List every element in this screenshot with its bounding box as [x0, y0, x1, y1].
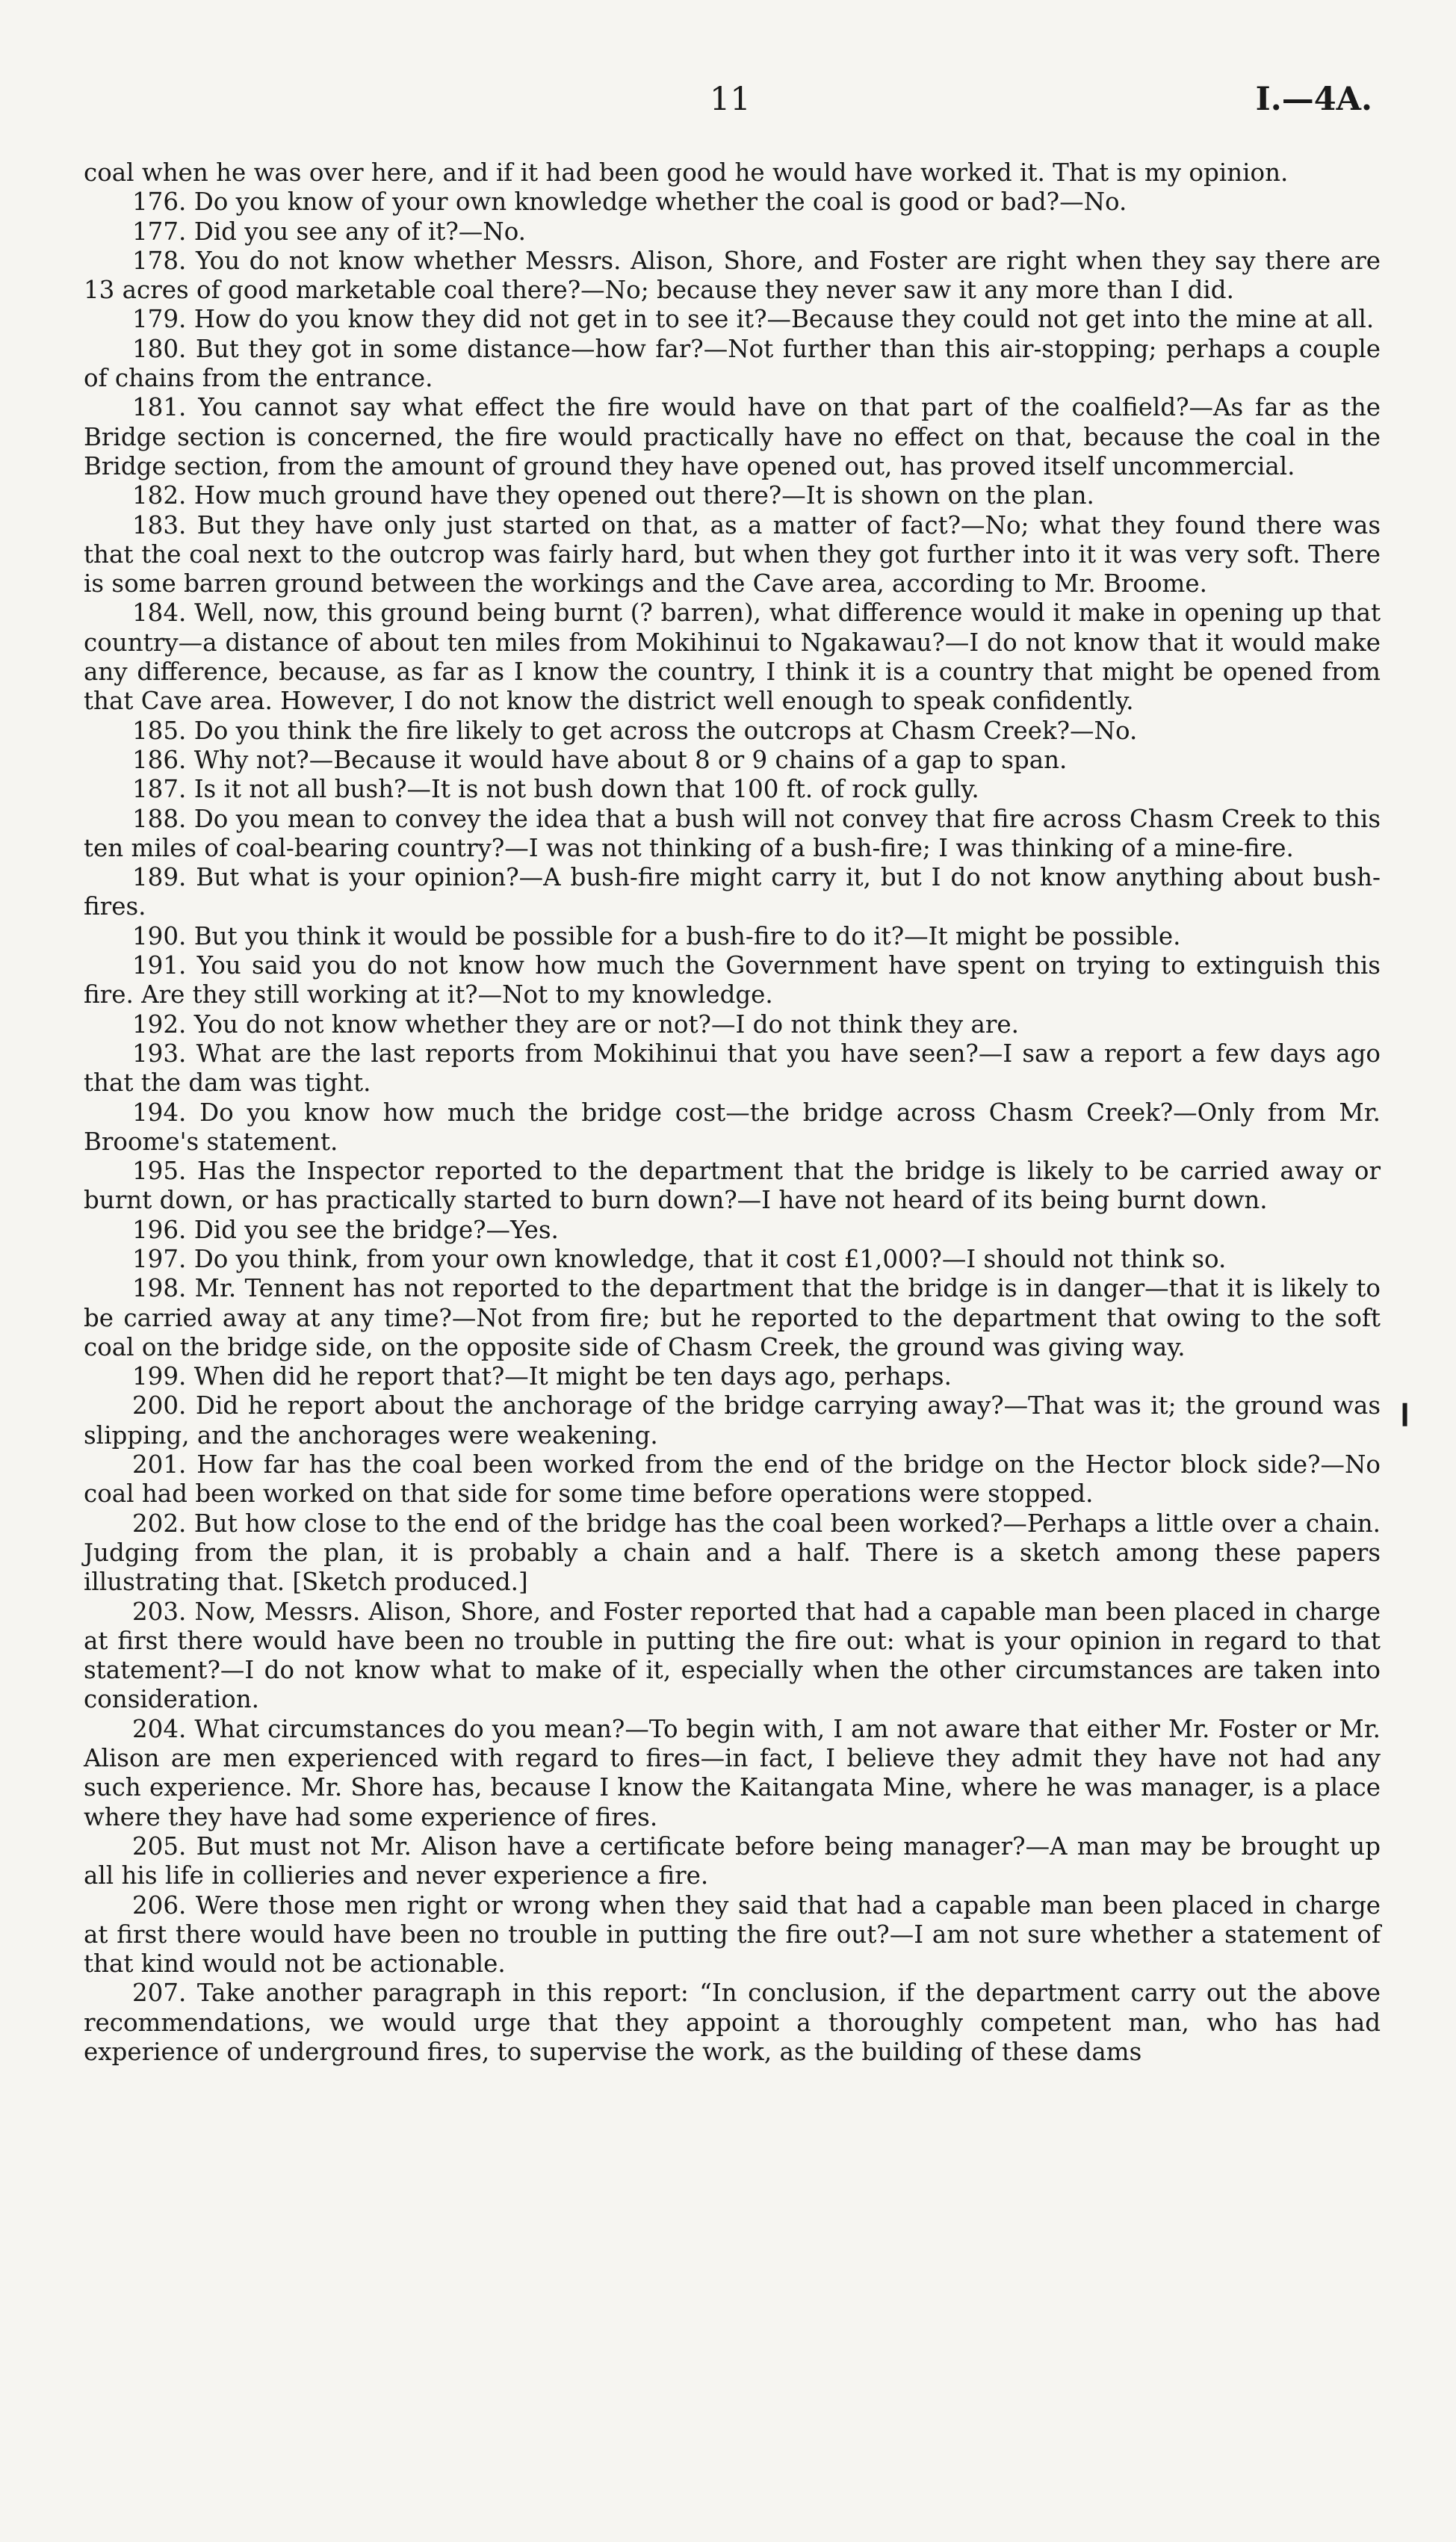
paragraph-194: 194. Do you know how much the bridge cost—the bridge across Chasm Creek?—Only from Mr. Broome's statement.: [84, 1098, 1381, 1156]
paragraph-187: 187. Is it not all bush?—It is not bush down that 100 ft. of rock gully.: [132, 775, 979, 804]
paragraph-201: 201. How far has the coal been worked from the end of the bridge on the Hector block side?—No coal had been worked on that side for some time before operations were stopped.: [84, 1450, 1381, 1509]
paragraph-continuation: coal when he was over here, and if it had been good he would have worked it. That is my opinion.: [84, 158, 1289, 187]
paragraph-188: 188. Do you mean to convey the idea that a bush will not convey that fire across Chasm Creek to this ten miles of coal-bearing country?—I was not thinking of a bush-fire; I was thinking of a mine-fire.: [84, 804, 1381, 862]
paragraph-190: 190. But you think it would be possible for a bush-fire to do it?—It might be possible.: [132, 921, 1181, 950]
paragraph-191: 191. You said you do not know how much the Government have spent on trying to extinguish this fire. Are they still working at it?—Not to my knowledge.: [84, 951, 1381, 1009]
paragraph-185: 185. Do you think the fire likely to get across the outcrops at Chasm Creek?—No.: [132, 716, 1138, 745]
paragraph-183: 183. But they have only just started on that, as a matter of fact?—No; what they found there was that the coal next to the outcrop was fairly hard, but when they got further into it it was very soft. There is some barren ground between the workings and the Cave area, according to Mr. Broome.: [84, 510, 1381, 599]
paragraph-195: 195. Has the Inspector reported to the department that the bridge is likely to be carried away or burnt down, or has practically started to burn down?—I have not heard of its being burnt down.: [84, 1157, 1381, 1215]
body-text: [84, 158, 1381, 2067]
paragraph-206: 206. Were those men right or wrong when they said that had a capable man been placed in charge at first there would have been no trouble in putting the fire out?—I am not sure whether a statement of that kind would not be actionable.: [84, 1890, 1381, 1979]
paragraph-178: 178. You do not know whether Messrs. Alison, Shore, and Foster are right when they say there are 13 acres of good marketable coal there?—No; because they never saw it any more than I did.: [84, 246, 1381, 305]
paragraph-196: 196. Did you see the bridge?—Yes.: [132, 1215, 559, 1244]
paragraph-192: 192. You do not know whether they are or not?—I do not think they are.: [132, 1009, 1019, 1039]
paragraph-189: 189. But what is your opinion?—A bush-fire might carry it, but I do not know anything about bush-fires.: [84, 863, 1381, 921]
document-reference: I.—4A.: [1255, 81, 1372, 118]
paragraph-181: 181. You cannot say what effect the fire would have on that part of the coalfield?—As far as the Bridge section is concerned, the fire would practically have no effect on that, because the coal in the Bridge section, from the amount of ground they have opened out, has proved itself uncommercial.: [84, 393, 1381, 480]
margin-mark: ❙: [1395, 1400, 1415, 1426]
paragraph-197: 197. Do you think, from your own knowledge, that it cost £1,000?—I should not think so.: [132, 1244, 1227, 1273]
paragraph-193: 193. What are the last reports from Mokihinui that you have seen?—I saw a report a few days ago that the dam was tight.: [84, 1039, 1381, 1098]
paragraph-180: 180. But they got in some distance—how far?—Not further than this air-stopping; perhaps a couple of chains from the entrance.: [84, 334, 1381, 393]
paragraph-204: 204. What circumstances do you mean?—To begin with, I am not aware that either Mr. Foster or Mr. Alison are men experienced with regard to fires—in fact, I believe they admit they have not had any such experience. Mr. Shore has, because I know the Kaitangata Mine, where he was manager, is a place where they have had some experience of fires.: [84, 1714, 1381, 1831]
paragraph-202: 202. But how close to the end of the bridge has the coal been worked?—Perhaps a little over a chain. Judging from the plan, it is probably a chain and a half. There is a sketch among these papers illustrating that. [Sketch produced.]: [84, 1509, 1381, 1597]
paragraph-186: 186. Why not?—Because it would have about 8 or 9 chains of a gap to span.: [132, 745, 1068, 774]
paragraph-184: 184. Well, now, this ground being burnt (? barren), what difference would it make in opening up that country—a distance of about ten miles from Mokihinui to Ngakawau?—I do not know that it would make any difference, because, as far as I know the country, I think it is a country that might be opened from that Cave area. However, I do not know the district well enough to speak confidently.: [84, 599, 1381, 716]
paragraph-177: 177. Did you see any of it?—No.: [132, 217, 527, 246]
page-number: 11: [710, 81, 751, 118]
paragraph-176: 176. Do you know of your own knowledge whether the coal is good or bad?—No.: [132, 188, 1127, 217]
paragraph-182: 182. How much ground have they opened out there?—It is shown on the plan.: [132, 481, 1094, 510]
paragraph-207: 207. Take another paragraph in this report: “In conclusion, if the department carry out the above recommendations, we would urge that they appoint a thoroughly competent man, who has had experience of underground fires, to supervise the work, as the building of these dams: [84, 1979, 1381, 2066]
paragraph-203: 203. Now, Messrs. Alison, Shore, and Foster reported that had a capable man been placed in charge at first there would have been no trouble in putting the fire out: what is your opinion in regard to that statement?—I do not know what to make of it, especially when the other circumstances are taken into consideration.: [84, 1597, 1381, 1714]
paragraph-198: 198. Mr. Tennent has not reported to the department that the bridge is in danger—that it is likely to be carried away at any time?—Not from fire; but he reported to the department that owing to the soft coal on the bridge side, on the opposite side of Chasm Creek, the ground was giving way.: [84, 1274, 1381, 1361]
paragraph-205: 205. But must not Mr. Alison have a certificate before being manager?—A man may be brought up all his life in collieries and never experience a fire.: [84, 1831, 1381, 1890]
paragraph-200: 200. Did he report about the anchorage of the bridge carrying away?—That was it; the ground was slipping, and the anchorages were weakening.: [84, 1391, 1381, 1450]
paragraph-179: 179. How do you know they did not get in to see it?—Because they could not get into the mine at all.: [132, 305, 1375, 334]
paragraph-199: 199. When did he report that?—It might be ten days ago, perhaps.: [132, 1362, 952, 1391]
